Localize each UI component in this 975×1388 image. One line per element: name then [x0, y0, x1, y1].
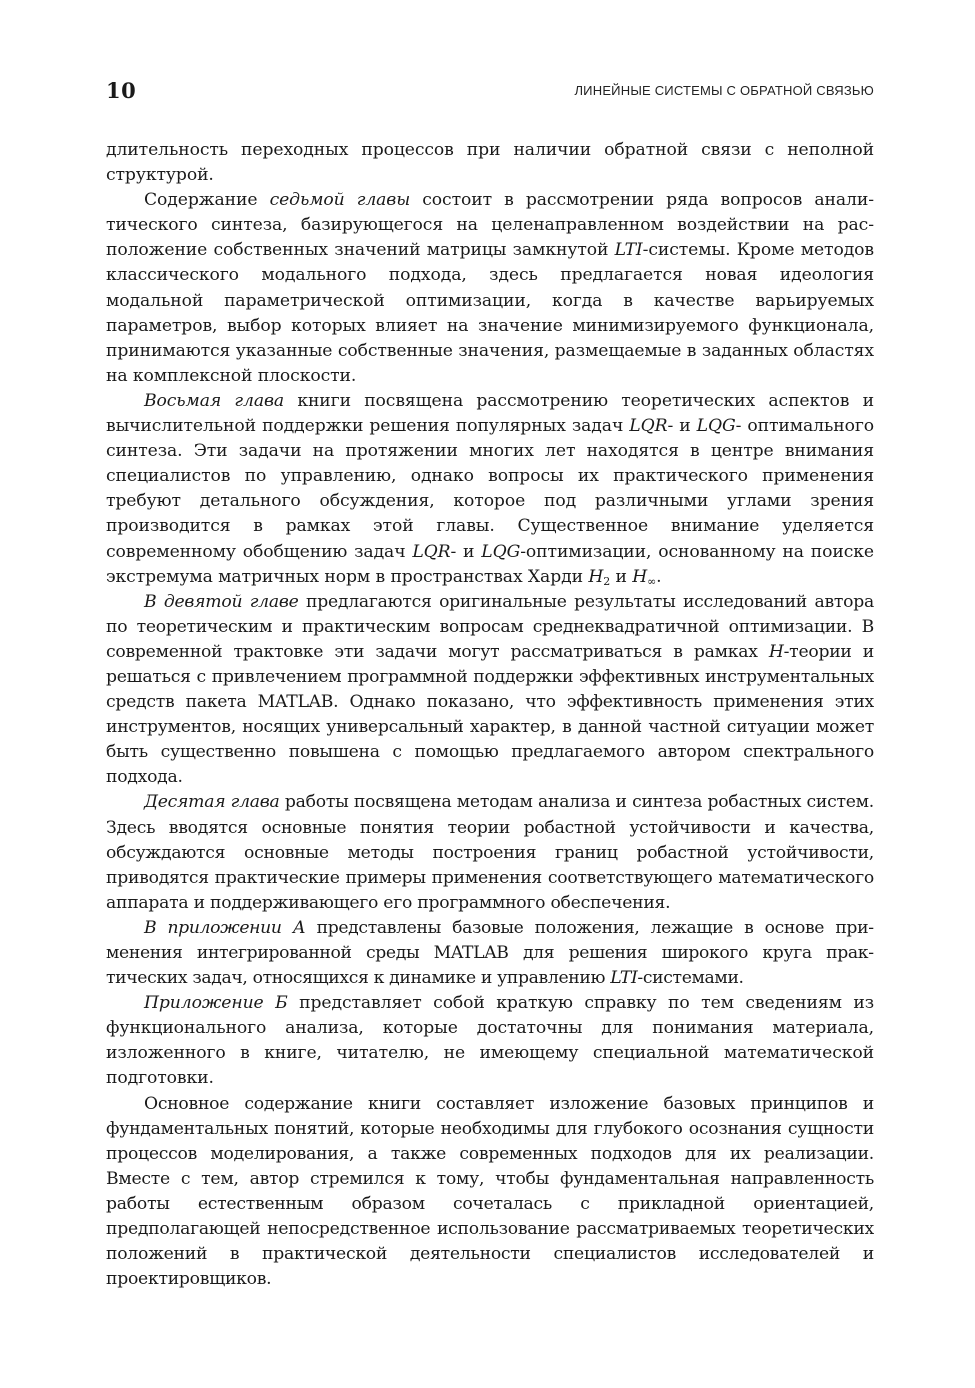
text-run: предлагаются оригинальные результаты исследований автора по теоретическим и практическим вопросам среднеквадратичной оптимизации. В современной трактовке эти задачи могут рассматриваться в рамках — [106, 591, 874, 662]
emphasis-appendix-a: В приложении А — [144, 917, 306, 938]
math-lqg: LQG — [481, 541, 521, 562]
emphasis-appendix-b: Приложение Б — [144, 993, 288, 1014]
text-run: и — [610, 566, 633, 587]
paragraph-chapter-9 — [106, 590, 874, 791]
math-lqr: LQR — [412, 541, 451, 562]
page-header — [106, 70, 874, 110]
text-run: - и — [450, 541, 482, 562]
emphasis-chapter-7: седьмой главы — [269, 190, 411, 211]
math-h: H — [768, 641, 784, 662]
text-run: Содержание — [144, 190, 270, 211]
book-page — [106, 70, 874, 1292]
math-lqg: LQG — [696, 416, 736, 437]
math-subscript-2: 2 — [603, 574, 611, 588]
text-run: книги посвящена рассмотрению теоретических аспектов и вычислительной поддержки решения популярных задач — [106, 390, 874, 437]
text-run: работы посвящена методам анализа и синтеза робастных систем. Здесь вводятся основные понятия теории робастной устойчивости и качества, обсуждаются основные методы построения границ робастной устойчивости, приводятся практические примеры применения соответствующего математического аппарата и поддерживающего его программного обеспечения. — [106, 792, 874, 913]
math-lti: LTI — [614, 240, 643, 261]
math-h: H — [632, 566, 648, 587]
text-run: - и — [667, 416, 697, 437]
page-body — [106, 138, 874, 1292]
text-run: - оптимального синтеза. Эти задачи на протяжении многих лет находятся в центре внимания специалистов по управлению, однако вопросы их практического применения требуют детального обсуждения, которое под различными углами зрения производится в рамках этой главы. Существенное внимание уделяется современному обобщению задач — [106, 416, 874, 562]
text-run: -системы. Кроме методов классического модального подхода, здесь предлагается новая идеология модальной параметрической оптимизации, когда в качестве варьируемых параметров, выбор которых влияет на значение минимизируемого функционала, принимаются указанные собственные значения, размещаемые в заданных областях на комплексной плоскости. — [106, 240, 874, 386]
text-run: -системами. — [637, 968, 744, 989]
text-run: состоит в рассмотрении ряда вопросов аналитического синтеза, базирующегося на целенаправленном воздействии на расположение собственных значений матрицы замкнутой — [106, 190, 875, 261]
paragraph-appendix-a — [106, 916, 874, 991]
math-subscript-infinity: ∞ — [647, 574, 657, 588]
paragraph-appendix-b — [106, 991, 874, 1091]
paragraph-chapter-7 — [106, 188, 874, 389]
text-run: -теории и решаться с привлечением программной поддержки эффективных инструментальных средств пакета MATLAB. Однако показано, что эффективность применения этих инструментов, носящих универсальный характер, в данной частной ситуации может быть существенно повышена с помощью предлагаемого автором спектрального подхода. — [106, 641, 874, 788]
text-run: представляет собой краткую справку по тем сведениям из функционального анализа, которые достаточны для понимания материала, изложенного в книге, читателю, не имеющему специальной математической подготовки. — [106, 993, 874, 1089]
text-run: -оптимизации, основанному на поиске экстремума матричных норм в пространствах Харди — [106, 541, 874, 587]
math-lti: LTI — [610, 968, 638, 989]
emphasis-chapter-8: Восьмая глава — [144, 390, 285, 411]
math-h: H — [588, 566, 604, 587]
emphasis-chapter-10: Десятая глава — [144, 792, 280, 813]
emphasis-chapter-9: В девятой главе — [144, 591, 299, 612]
math-lqr: LQR — [629, 416, 668, 437]
text-run: . — [656, 566, 662, 587]
running-head: ЛИНЕЙНЫЕ СИСТЕМЫ С ОБРАТНОЙ СВЯЗЬЮ — [574, 83, 874, 98]
paragraph-summary: Основное содержание книги составляет изложение базовых принципов и фундаментальных понятий, которые необходимы для глубокого осознания сущности процессов моделирования, а также современных подходов для их реализации. Вместе с тем, автор стремился к тому, чтобы фундаментальная направленность работы естественным образом сочеталась с прикладной ориентацией, предполагающей непосредственное использование рассматриваемых теоретических положений в практической деятельности специалистов исследователей и проектировщиков. — [106, 1093, 874, 1290]
paragraph-chapter-10 — [106, 790, 874, 915]
paragraph-continuation: длительность переходных процессов при наличии обратной связи с неполной структурой. — [106, 140, 874, 186]
text-run: представлены базовые положения, лежащие в основе применения интегрированной среды MATLAB для решения широкого круга практических задач, относящихся к динамике и управлению — [106, 917, 874, 989]
page-number: 10 — [106, 78, 137, 103]
paragraph-chapter-8 — [106, 389, 874, 590]
